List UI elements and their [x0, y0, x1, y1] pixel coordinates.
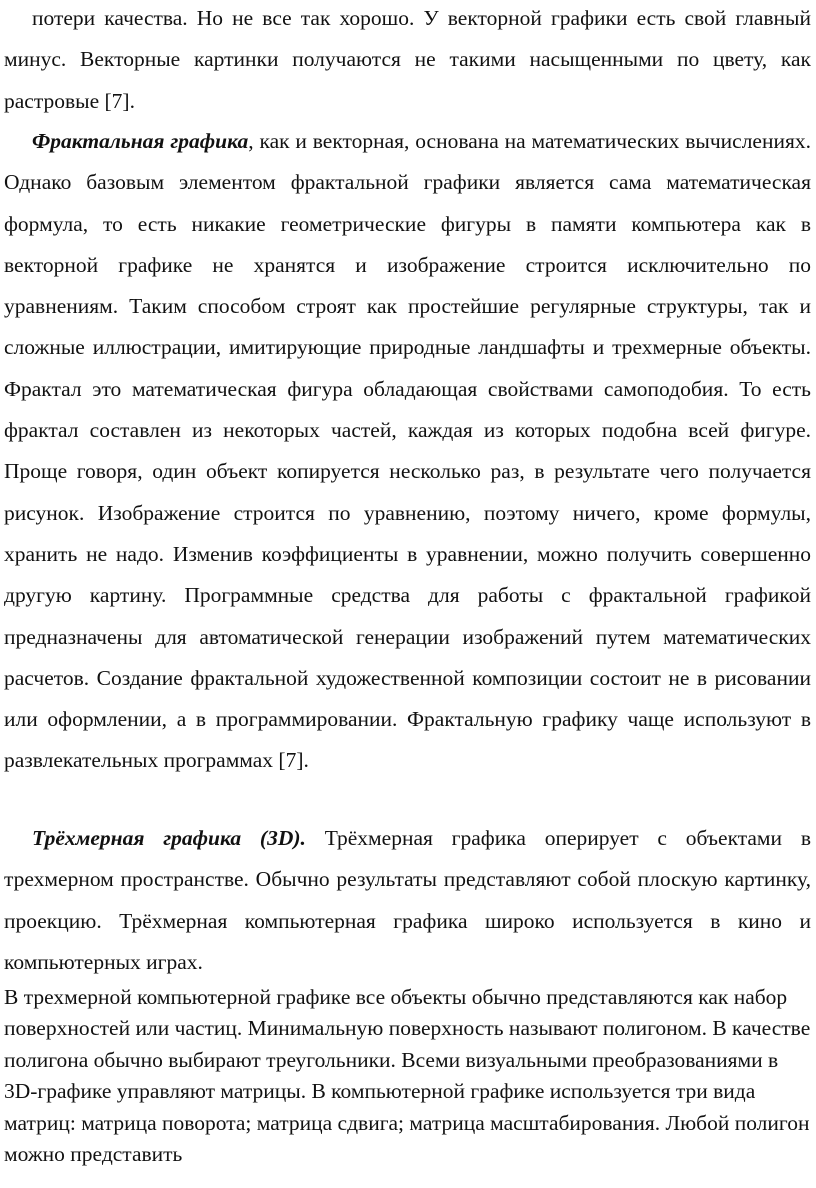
term-3d-graphics: Трёхмерная графика (3D). [32, 826, 306, 850]
paragraph-3-text: Трёхмерная графика оперирует с объектами в трехмерном пространстве. Обычно результаты представляют собой плоскую картинку, проекцию. Трёхмерная компьютерная графика широко используется в кино и компьютерных играх. [4, 826, 811, 974]
paragraph-3d-graphics [4, 818, 811, 983]
paragraph-1-text: потери качества. Но не все так хорошо. У векторной графики есть свой главный минус. Векторные картинки получаются не такими насыщенными по цвету, как растровые [7]. [4, 6, 811, 113]
paragraph-fractal-graphics [4, 121, 811, 782]
paragraph-4-text: В трехмерной компьютерной графике все объекты обычно представляются как набор поверхностей или частиц. Минимальную поверхность называют полигоном. В качестве полигона обычно выбирают треугольники. Всеми визуальными преобразованиями в 3D-графике управляют матрицы. В компьютерной графике используется три вида матриц: матрица поворота; матрица сдвига; матрица масштабирования. Любой полигон можно представить [4, 985, 811, 1167]
paragraph-polygons-matrices [4, 982, 811, 1170]
term-fractal-graphics: Фрактальная графика [32, 129, 249, 153]
paragraph-2-text: , как и векторная, основана на математических вычислениях. Однако базовым элементом фрактальной графики является сама математическая формула, то есть никакие геометрические фигуры в памяти компьютера как в векторной графике не хранятся и изображение строится исключительно по уравнениям. Таким способом строят как простейшие регулярные структуры, так и сложные иллюстрации, имитирующие природные ландшафты и трехмерные объекты. Фрактал это математическая фигура обладающая свойствами самоподобия. То есть фрактал составлен из некоторых частей, каждая из которых подобна всей фигуре. Проще говоря, один объект копируется несколько раз, в результате чего получается рисунок. Изображение строится по уравнению, поэтому ничего, кроме формулы, хранить не надо. Изменив коэффициенты в уравнении, можно получить совершенно другую картину. Программные средства для работы с фрактальной графикой предназначены для автоматической генерации изображений путем математических расчетов. Создание фрактальной художественной композиции состоит не в рисовании или оформлении, а в программировании. Фрактальную графику чаще используют в развлекательных программах [7]. [4, 129, 811, 773]
paragraph-raster-vector-minus [4, 0, 811, 122]
